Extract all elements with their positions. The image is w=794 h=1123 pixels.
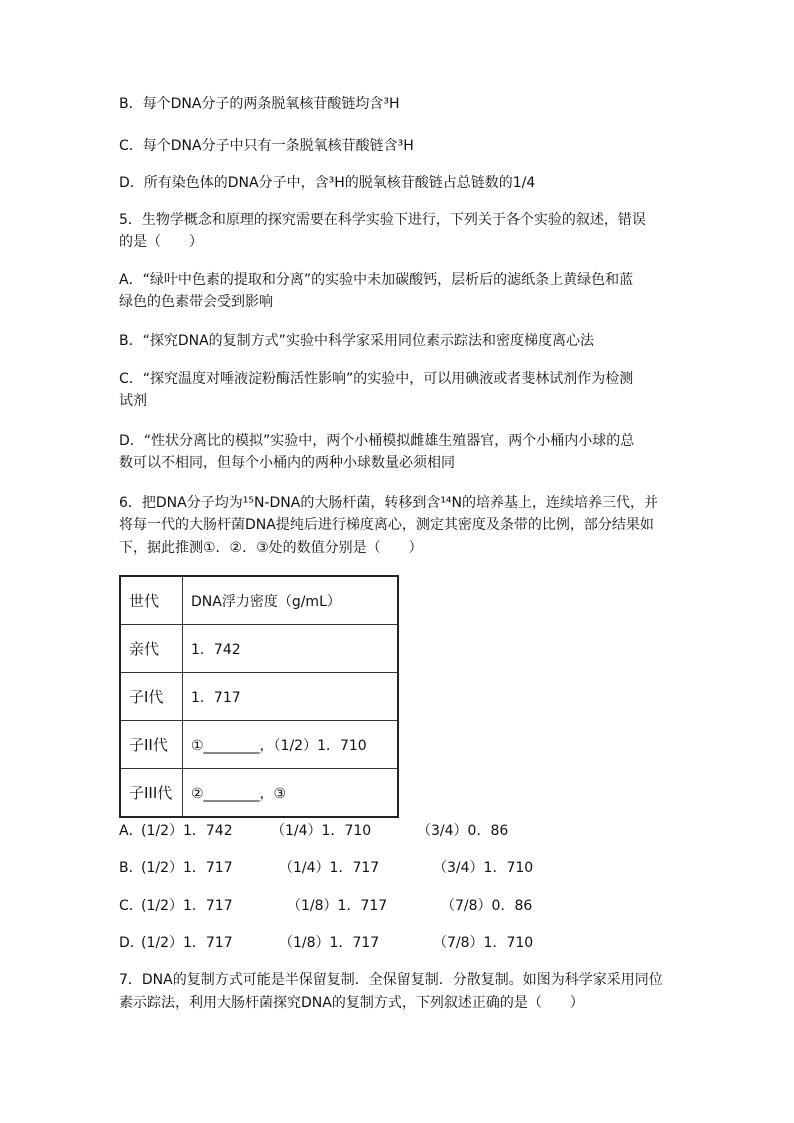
q6-stem-line2: 将每一代的大肠杆菌DNA提纯后进行梯度离心，测定其密度及条带的比例，部分结果如 (119, 517, 654, 533)
table-cell-density: ①________，（1/2）1．710 (183, 721, 399, 769)
q7-stem-line1: 7．DNA的复制方式可能是半保留复制．全保留复制．分散复制。如图为科学家采用同位 (119, 972, 663, 988)
option-part: （1/4）1．710 (271, 823, 372, 839)
table-cell-generation: 亲代 (120, 625, 183, 673)
q4-option-d: D．所有染色体的DNA分子中，含³H的脱氧核苷酸链占总链数的1/4 (119, 175, 536, 191)
table-header-row (120, 576, 398, 625)
q4-option-c: C．每个DNA分子中只有一条脱氧核苷酸链含³H (119, 138, 414, 154)
option-part: (1/2）1．717 (141, 898, 233, 914)
option-label: D． (119, 935, 144, 951)
table-cell-generation: 子II代 (120, 721, 183, 769)
q7-stem-line2: 素示踪法，利用大肠杆菌探究DNA的复制方式，下列叙述正确的是（ ） (119, 995, 584, 1011)
table-header-cell: DNA浮力密度（g/mL） (183, 576, 399, 625)
table-cell-generation: 子III代 (120, 769, 183, 818)
q5-stem-line2: 的是（ ） (119, 234, 203, 250)
table-row (120, 673, 398, 721)
option-part: （1/8）1．717 (279, 935, 380, 951)
option-part: （3/4）0．86 (417, 823, 509, 839)
table-cell-generation: 子I代 (120, 673, 183, 721)
q5-option-b: B．“探究DNA的复制方式”实验中科学家采用同位素示踪法和密度梯度离心法 (119, 333, 594, 349)
option-part: （7/8）1．710 (433, 935, 534, 951)
q5-option-d-line1: D．“性状分离比的模拟”实验中，两个小桶模拟雌雄生殖器官，两个小桶内小球的总 (119, 433, 635, 449)
option-part: （7/8）0．86 (441, 898, 533, 914)
table-cell-density: 1．717 (183, 673, 399, 721)
q6-stem-line1: 6．把DNA分子均为¹⁵N-DNA的大肠杆菌，转移到含¹⁴N的培养基上，连续培养三代，并 (119, 495, 659, 511)
q5-option-c-line1: C．“探究温度对唾液淀粉酶活性影响”的实验中，可以用碘液或者斐林试剂作为检测 (119, 371, 634, 387)
option-part: （1/8）1．717 (287, 898, 388, 914)
q5-option-d-line2: 数可以不相同，但每个小桶内的两种小球数量必须相同 (119, 455, 455, 471)
option-label: B． (119, 860, 143, 876)
option-label: A． (119, 823, 143, 839)
q6-stem-line3: 下，据此推测①．②．③处的数值分别是（ ） (119, 540, 423, 556)
table-cell-density: ②________，③ (183, 769, 399, 818)
table-row (120, 721, 398, 769)
table-cell-density: 1．742 (183, 625, 399, 673)
q5-option-a-line2: 绿色的色素带会受到影响 (119, 294, 273, 310)
option-part: (1/2）1．717 (141, 935, 233, 951)
q5-option-c-line2: 试剂 (119, 393, 147, 409)
option-label: C． (119, 898, 143, 914)
option-part: （3/4）1．710 (433, 860, 534, 876)
option-part: (1/2）1．742 (141, 823, 233, 839)
option-part: （1/4）1．717 (279, 860, 380, 876)
table-header-cell: 世代 (120, 576, 183, 625)
q4-option-b: B．每个DNA分子的两条脱氧核苷酸链均含³H (119, 96, 400, 112)
table-row (120, 769, 398, 818)
option-part: (1/2）1．717 (141, 860, 233, 876)
q5-stem-line1: 5．生物学概念和原理的探究需要在科学实验下进行，下列关于各个实验的叙述，错误 (119, 212, 646, 228)
table-row (120, 625, 398, 673)
q5-option-a-line1: A．“绿叶中色素的提取和分离”的实验中未加碳酸钙，层析后的滤纸条上黄绿色和蓝 (119, 272, 634, 288)
density-table (119, 575, 399, 818)
